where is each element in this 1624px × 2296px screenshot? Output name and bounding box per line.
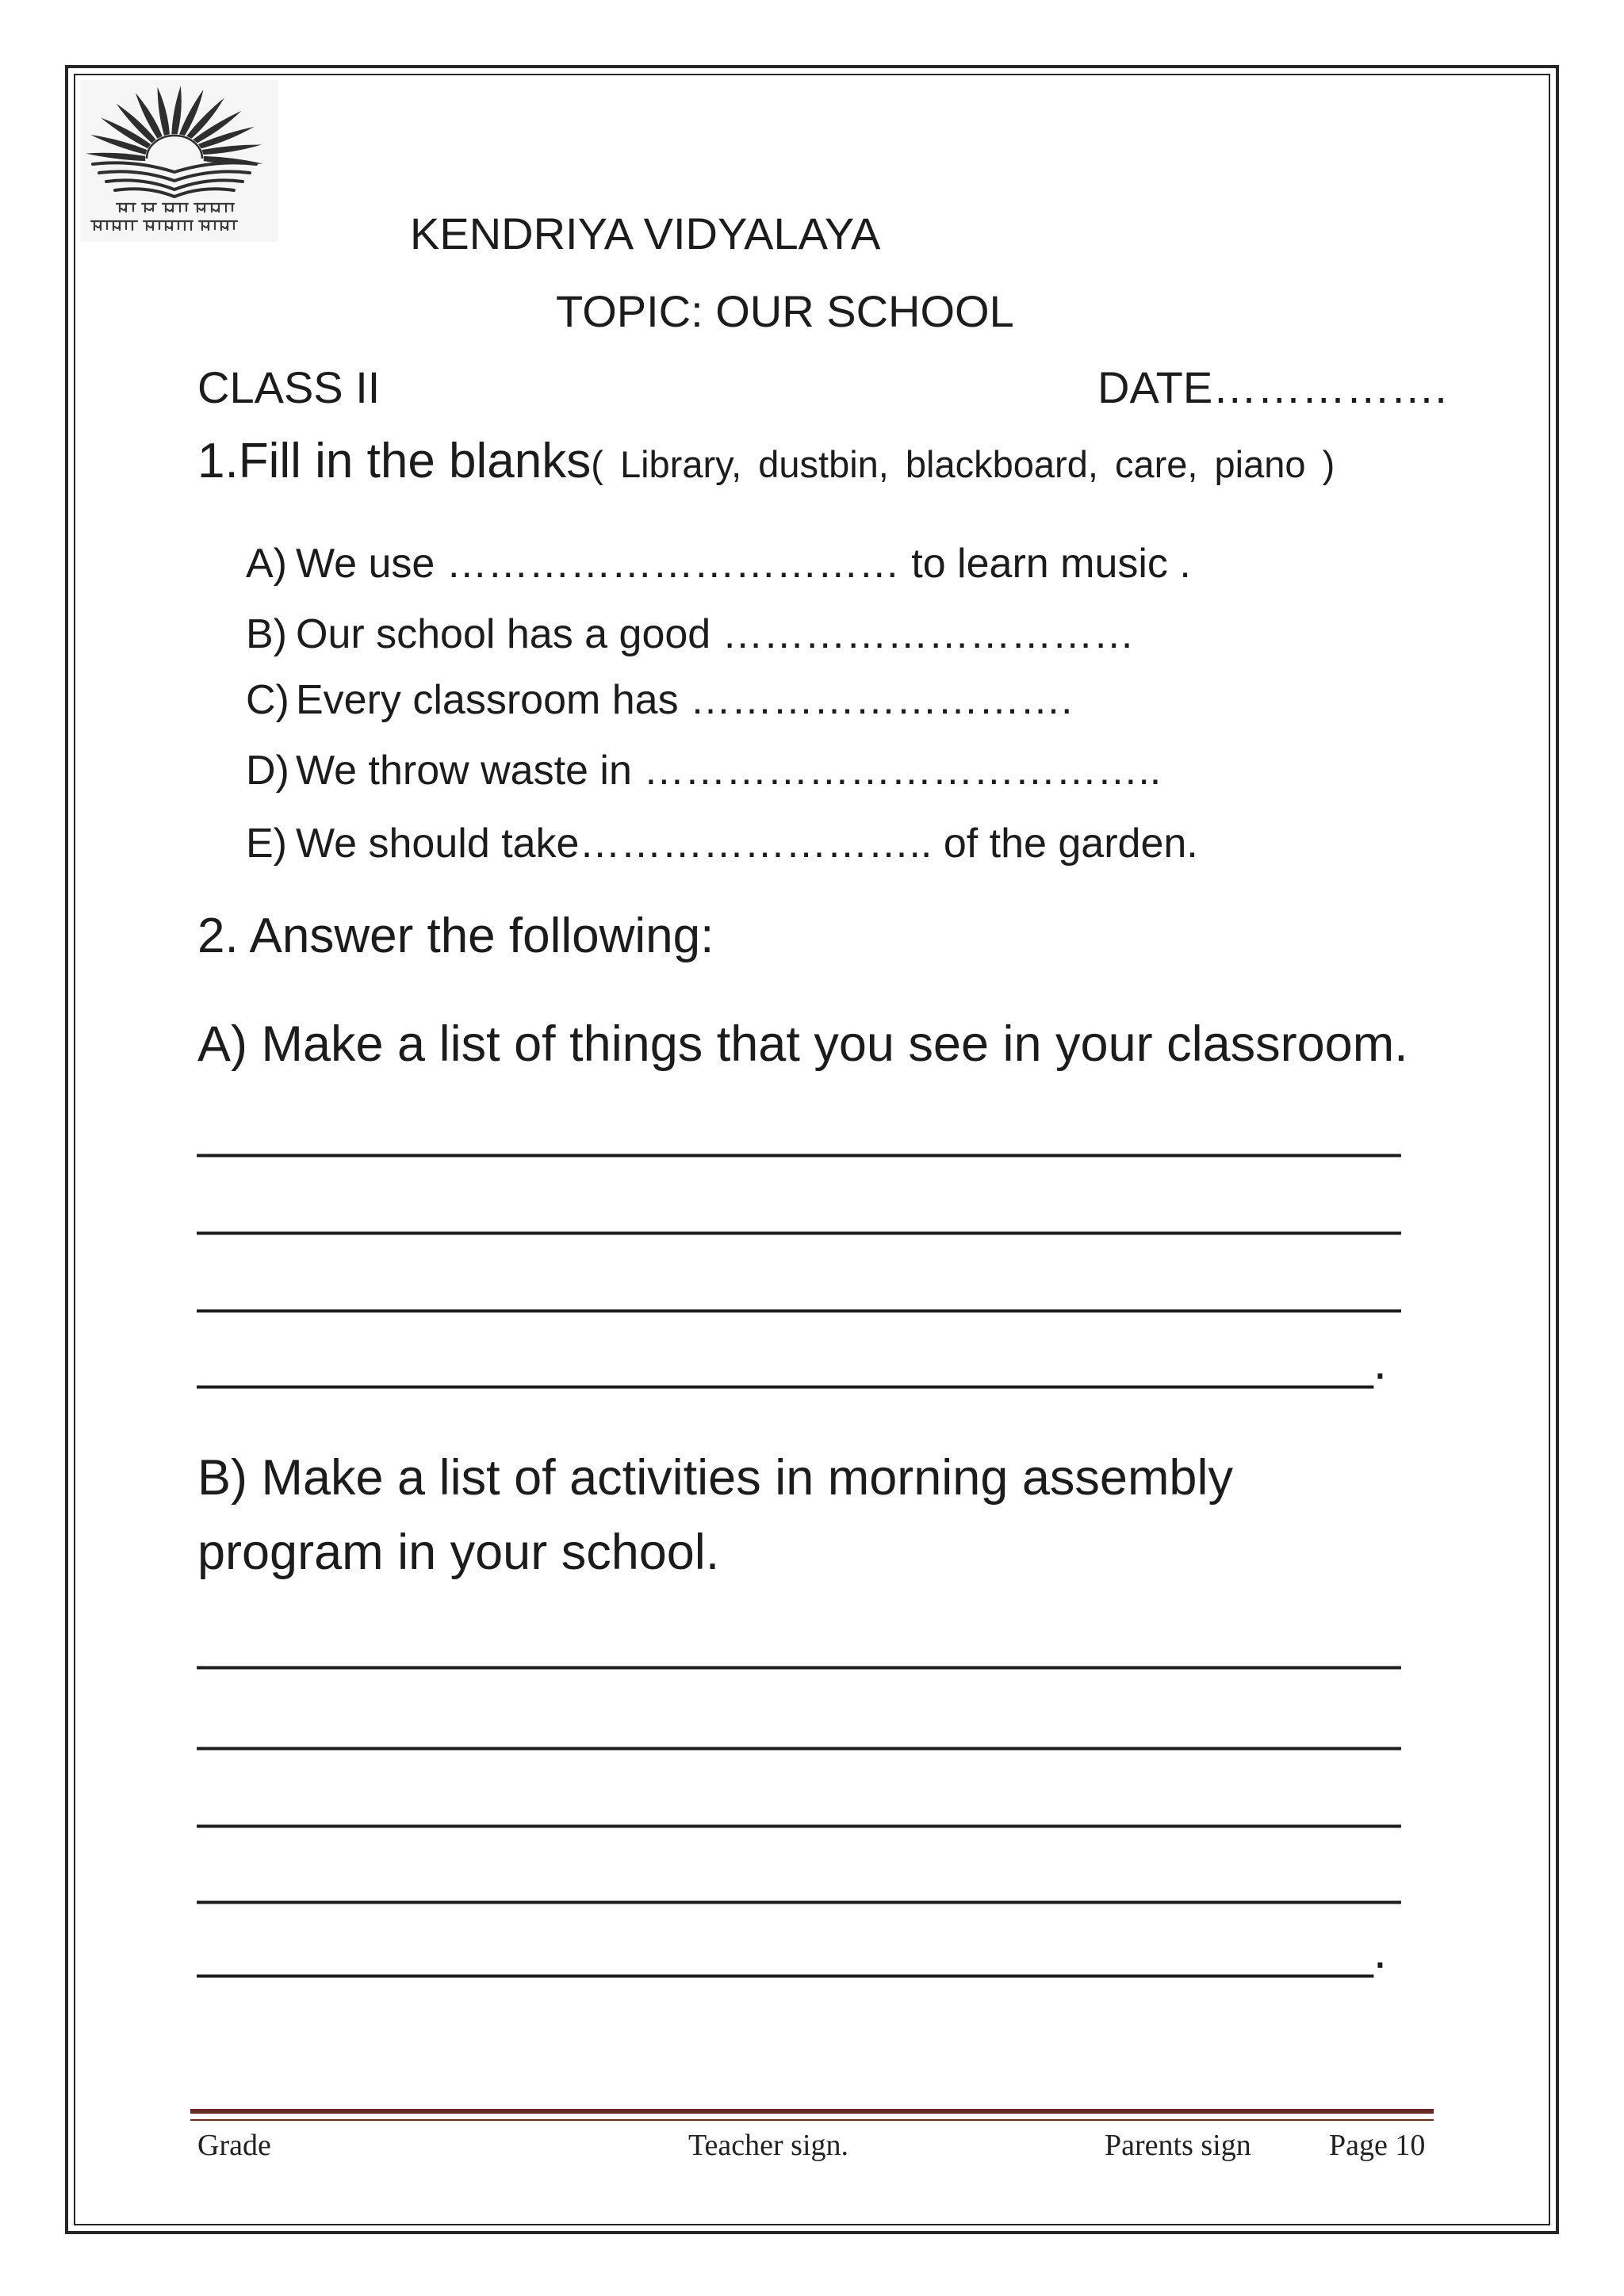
answer-line: ____________________________________________ xyxy=(197,1697,1401,1751)
question-a-prompt: A) Make a list of things that you see in your classroom. xyxy=(197,1016,1408,1072)
footer-teacher-sign: Teacher sign. xyxy=(688,2129,849,2162)
fill-blank-item xyxy=(246,748,1162,794)
class-label: CLASS II xyxy=(197,362,381,412)
section2-title: 2. Answer the following: xyxy=(197,909,714,963)
topic-title: TOPIC: OUR SCHOOL xyxy=(556,286,1014,336)
answer-line: ___________________________________________. xyxy=(197,1924,1387,1979)
fill-blank-item xyxy=(246,821,1198,867)
fill-blank-item xyxy=(246,541,1191,587)
answer-line: ____________________________________________ xyxy=(197,1850,1401,1905)
answer-line: ____________________________________________ xyxy=(197,1259,1401,1314)
item-text: Our school has a good ………………………… xyxy=(296,611,1135,657)
item-marker: A) xyxy=(246,541,287,587)
item-marker: B) xyxy=(246,611,287,657)
footer-rule-thin xyxy=(190,2119,1434,2121)
item-marker: C) xyxy=(246,677,289,723)
item-text: We use …………………………… to learn music . xyxy=(296,541,1191,587)
answer-line: ___________________________________________. xyxy=(197,1335,1387,1390)
answer-line: ____________________________________________ xyxy=(197,1104,1401,1158)
answer-line: ____________________________________________ xyxy=(197,1181,1401,1236)
footer-rule-thick xyxy=(190,2109,1434,2114)
item-text: We should take…………………….. of the garden. xyxy=(296,821,1198,867)
word-bank: ( Library, dustbin, blackboard, care, piano ) xyxy=(591,443,1335,485)
item-text: Every classroom has ………………………. xyxy=(296,677,1073,723)
fill-blank-item xyxy=(246,611,1135,657)
fill-blank-item xyxy=(246,679,1073,721)
footer-parents-sign: Parents sign xyxy=(1105,2129,1251,2162)
school-name: KENDRIYA VIDYALAYA xyxy=(410,209,881,258)
section1-heading xyxy=(197,434,1335,488)
date-field: DATE……………. xyxy=(1097,362,1447,412)
section1-title: 1.Fill in the blanks xyxy=(197,434,592,488)
footer-grade: Grade xyxy=(197,2129,271,2162)
item-marker: E) xyxy=(246,821,287,867)
kvs-logo xyxy=(80,80,278,242)
item-text: We throw waste in ……………………………….. xyxy=(296,748,1162,794)
question-b-prompt-line1: B) Make a list of activities in morning assembly xyxy=(197,1450,1233,1506)
answer-line: ____________________________________________ xyxy=(197,1774,1401,1829)
item-marker: D) xyxy=(246,748,289,794)
answer-line: ____________________________________________ xyxy=(197,1616,1401,1670)
footer-page-number: Page 10 xyxy=(1329,2129,1426,2162)
question-b-prompt-line2: program in your school. xyxy=(197,1525,720,1580)
